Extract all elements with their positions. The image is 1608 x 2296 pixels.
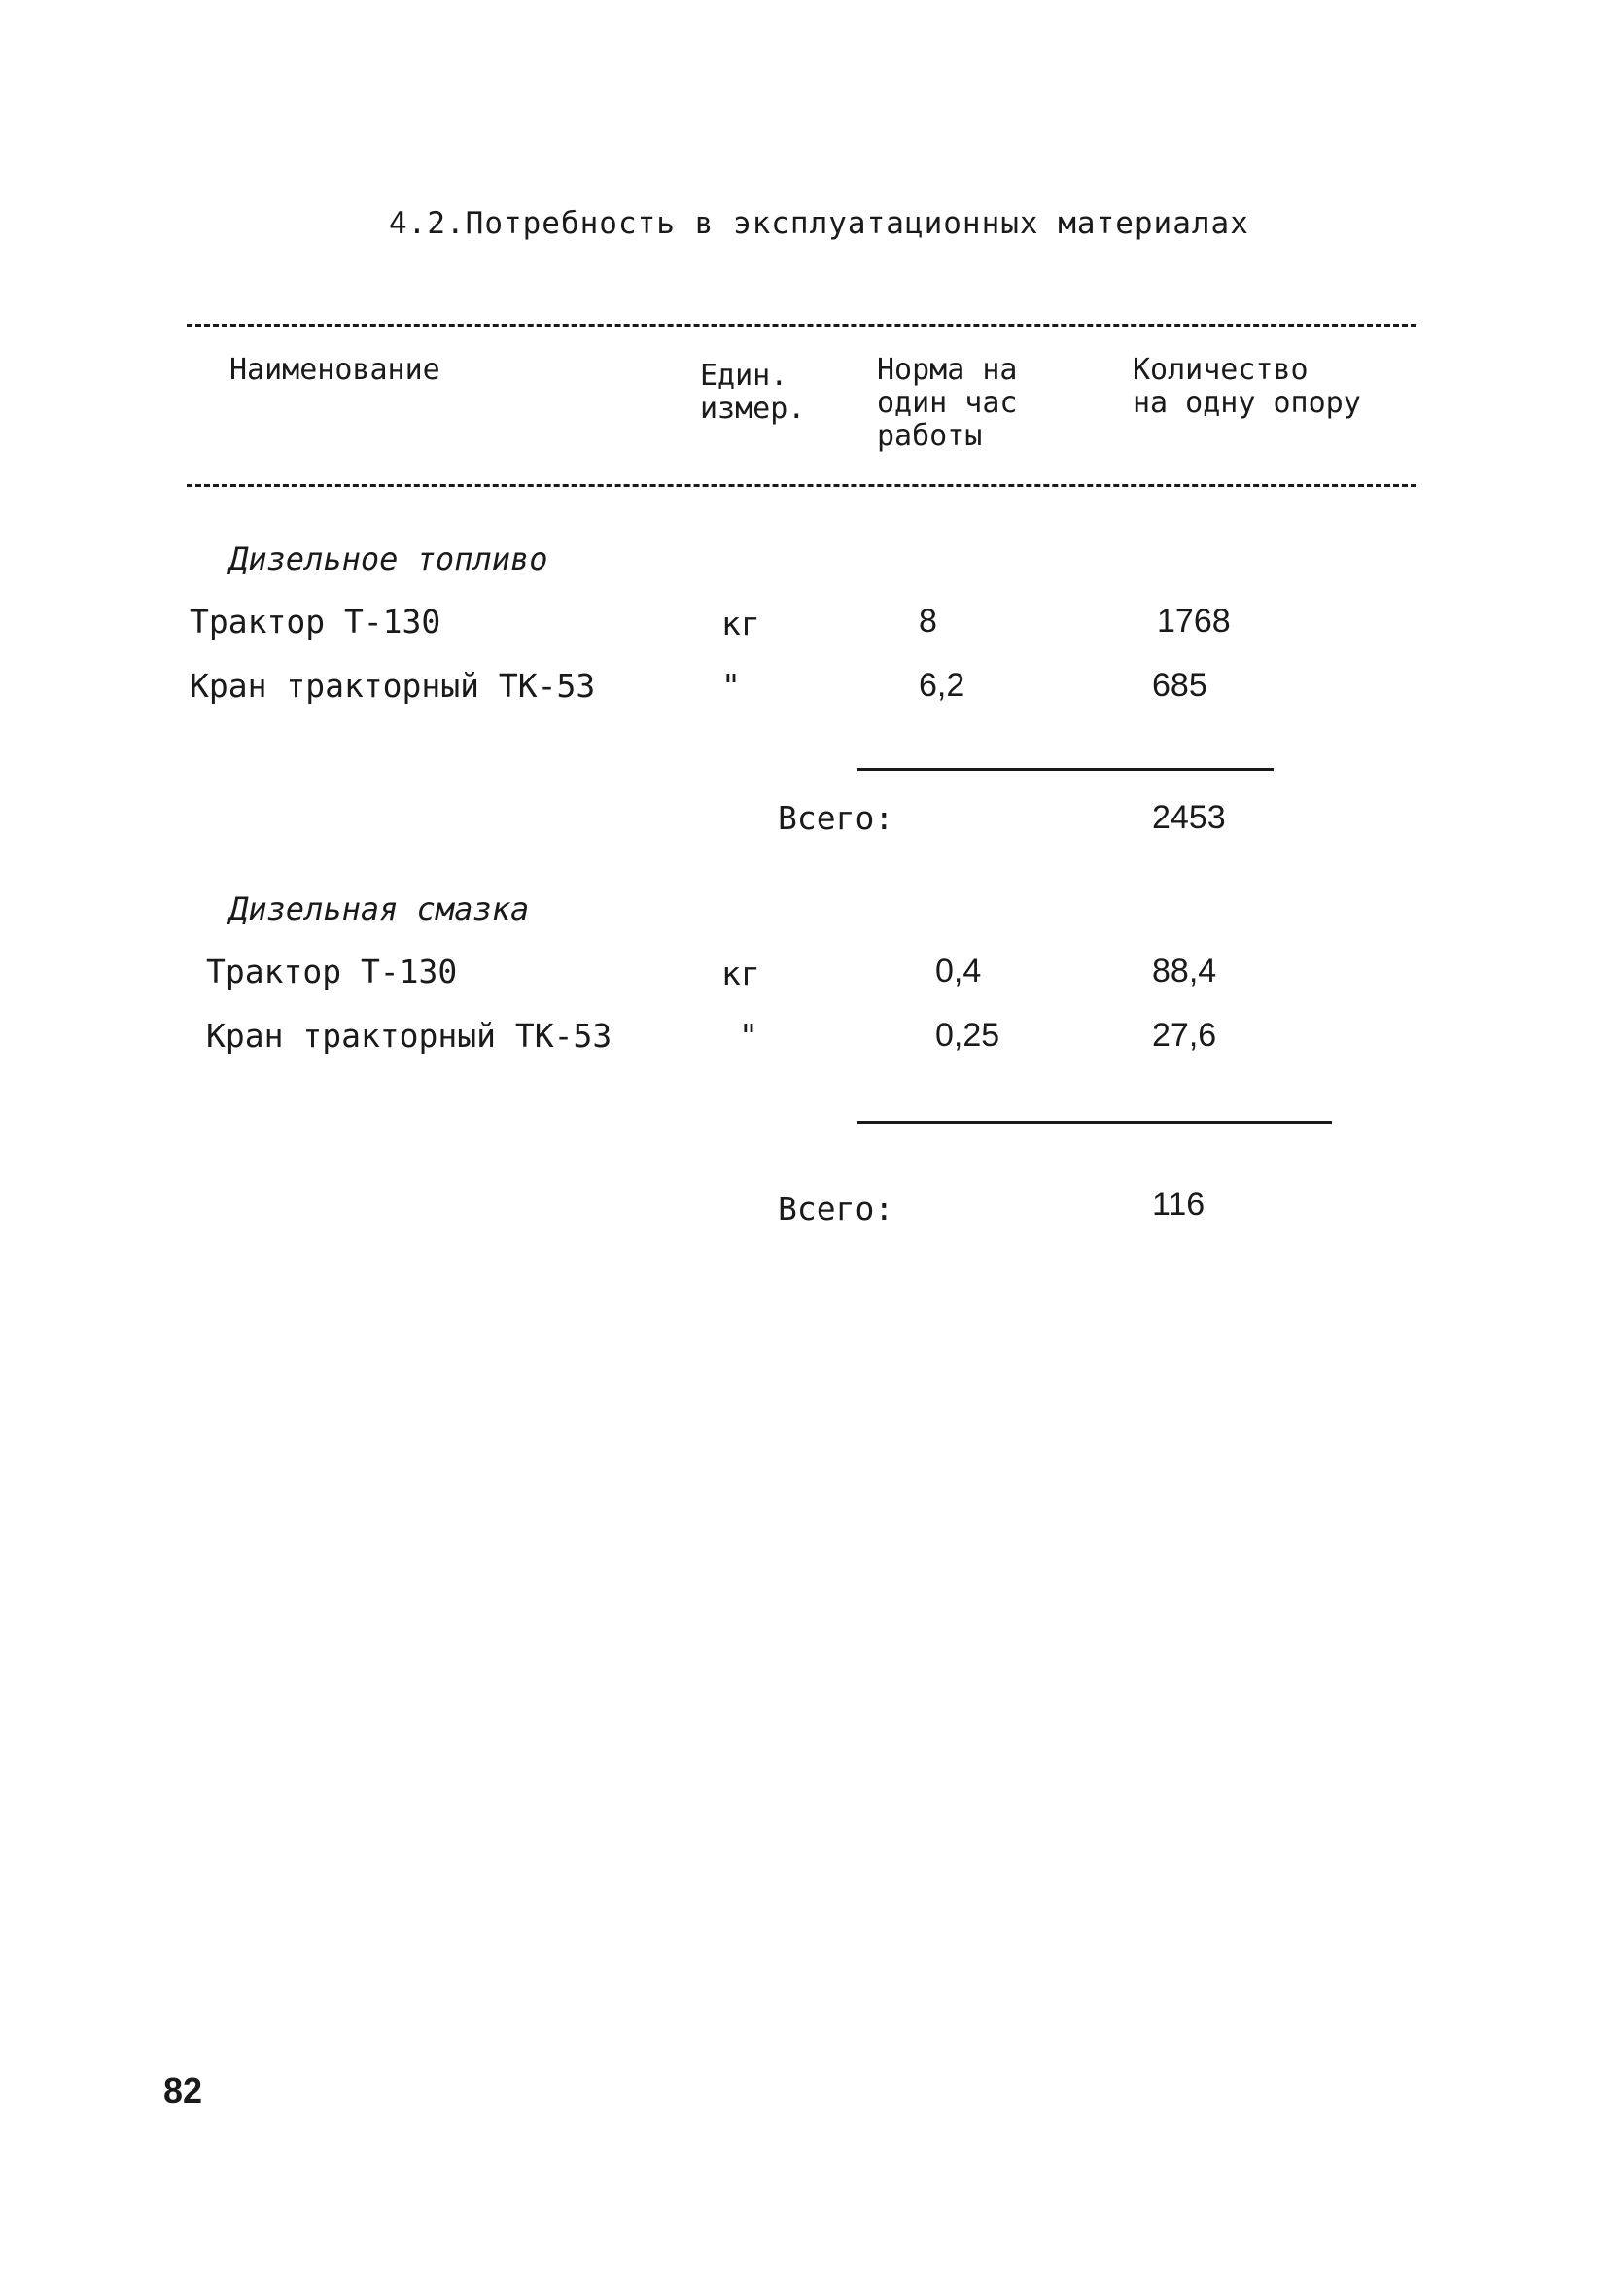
section-title: 4.2.Потребность в эксплуатационных материалах <box>389 206 1249 241</box>
column-header-unit: Един. измер. <box>700 359 806 426</box>
row-norm: 8 <box>919 603 937 640</box>
row-quantity: 685 <box>1152 667 1207 704</box>
total-label: Всего: <box>778 799 894 837</box>
column-header-name: Наименование <box>229 353 440 387</box>
row-norm: 6,2 <box>919 667 965 704</box>
row-unit: кг <box>721 955 760 992</box>
table-header-rule <box>187 484 1416 487</box>
row-quantity: 88,4 <box>1152 953 1217 990</box>
page-number: 82 <box>163 2070 203 2110</box>
row-quantity: 1768 <box>1157 603 1231 640</box>
column-header-quantity: Количество на одну опору <box>1133 353 1361 420</box>
section-heading: Дизельное топливо <box>229 540 548 577</box>
row-name: Трактор Т-130 <box>190 603 441 641</box>
row-unit: кг <box>721 605 760 643</box>
row-norm: 0,4 <box>935 953 982 990</box>
row-name: Кран тракторный ТК-53 <box>206 1017 612 1055</box>
row-unit: " <box>721 667 741 705</box>
row-quantity: 27,6 <box>1152 1017 1217 1054</box>
total-value: 116 <box>1152 1186 1206 1223</box>
row-unit: " <box>739 1017 758 1055</box>
total-value: 2453 <box>1152 799 1226 836</box>
total-label: Всего: <box>778 1190 894 1228</box>
section-heading: Дизельная смазка <box>229 890 530 927</box>
row-name: Трактор Т-130 <box>206 953 458 991</box>
subtotal-rule <box>857 768 1274 771</box>
row-name: Кран тракторный ТК-53 <box>190 667 596 705</box>
row-norm: 0,25 <box>935 1017 1000 1054</box>
table-top-rule <box>187 324 1416 327</box>
column-header-norm: Норма на один час работы <box>877 353 1018 453</box>
subtotal-rule <box>857 1121 1332 1124</box>
